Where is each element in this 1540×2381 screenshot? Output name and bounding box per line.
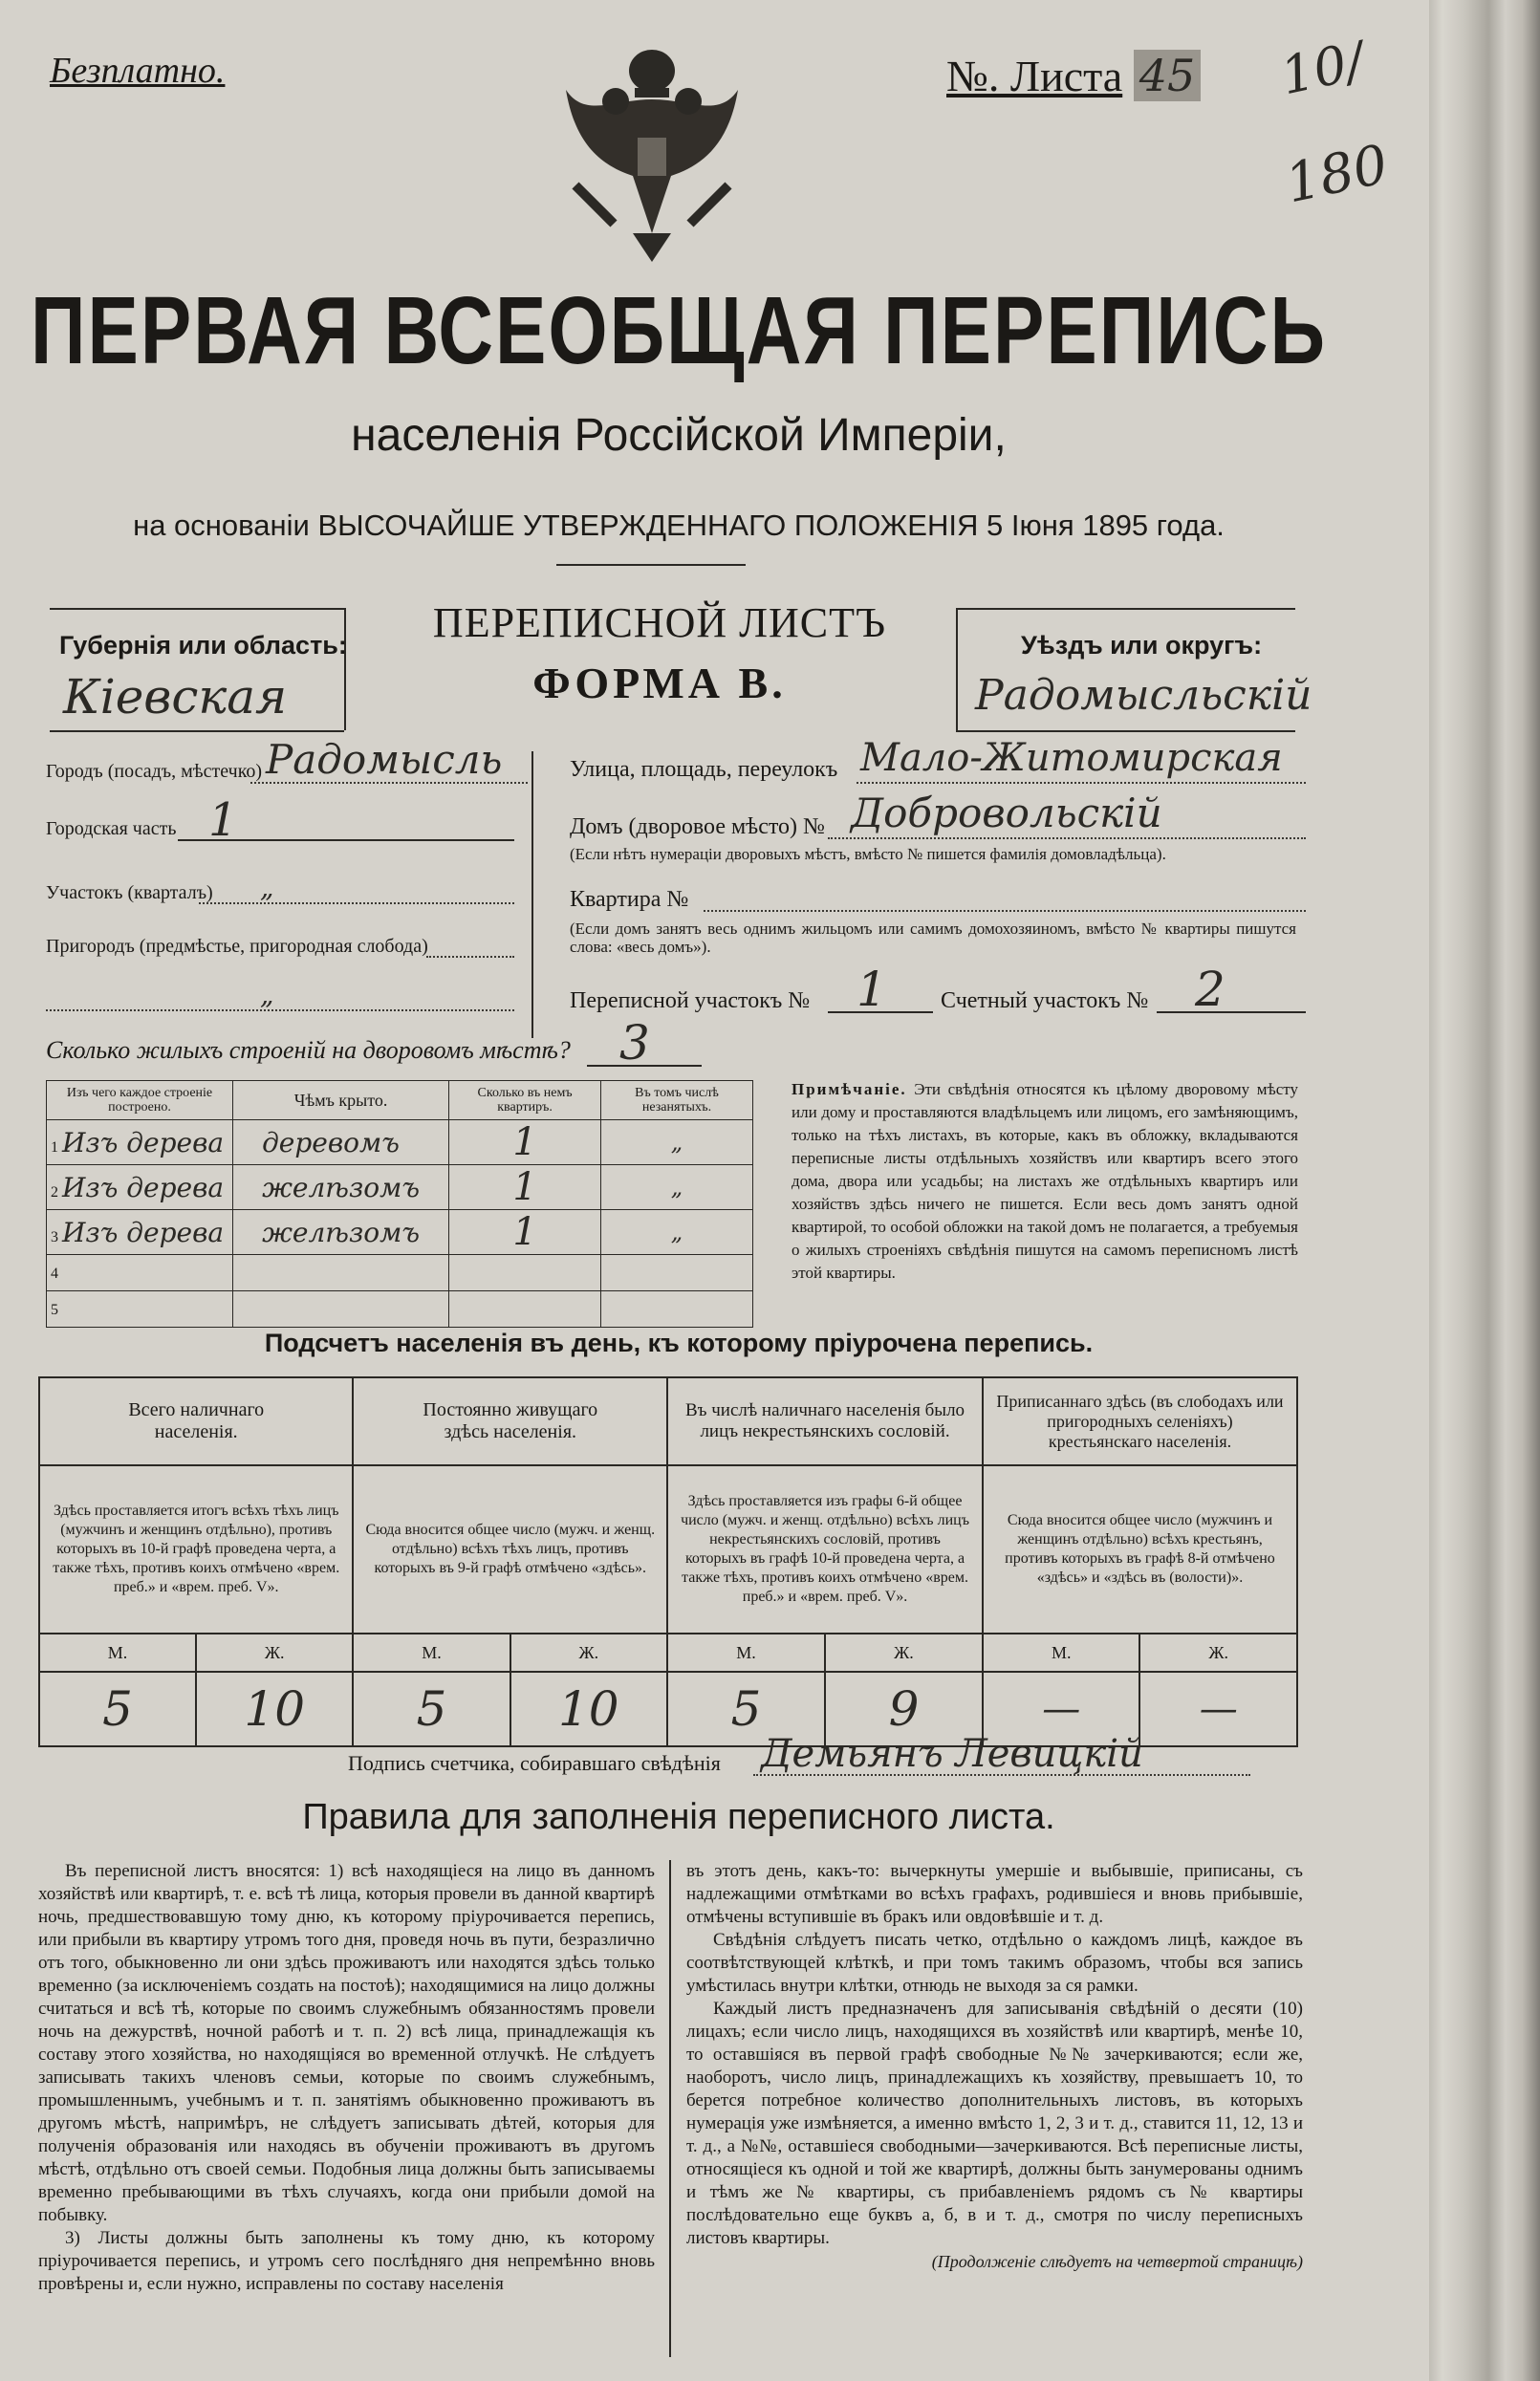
suburb-line-2 (46, 1009, 514, 1011)
rules-right-paragraph-1: въ этотъ день, какъ-то: вычеркнуты умершіе и выбывшіе, приписаны, съ надлежащими отмѣтками во всѣхъ графахъ, родившіеся и вновь прибывшіе, отмѣчены вступившіе въ бракъ или овдовѣвшіе и т. д. (686, 1861, 1303, 1927)
city-label: Городъ (посадъ, мѣстечко) (46, 761, 263, 782)
buildings-note-title: Примѣчаніе. (792, 1080, 907, 1098)
flats-cell: 1 (449, 1165, 601, 1210)
f-label: Ж. (196, 1634, 353, 1672)
summary-desc-total: Здѣсь проставляется итогъ всѣхъ тѣхъ лицъ (мужчинъ и женщинъ отдѣльно), противъ которыхъ въ 10-й графѣ проведена черта, а также тѣхъ, противъ коихъ отмѣчено «врем. преб.» и «врем. преб. V». (39, 1465, 353, 1634)
province-value: Кіевская (63, 669, 288, 725)
census-precinct-label: Переписной участокъ № (570, 988, 811, 1013)
permanent-m-value: 5 (353, 1672, 510, 1746)
vacant-cell (601, 1291, 753, 1328)
province-box-top (50, 608, 344, 610)
census-subtitle: населенія Россійской Имперіи, (351, 410, 1007, 461)
margin-note-2: 180 (1280, 133, 1394, 216)
flats-cell (449, 1291, 601, 1328)
list-title: ПЕРЕПИСНОЙ ЛИСТЪ (432, 599, 887, 646)
form-label: ФОРМА В. (532, 659, 787, 707)
vacant-cell (601, 1255, 753, 1291)
suburb-line-1 (426, 956, 514, 958)
city-part-label: Городская часть (46, 818, 177, 839)
permanent-f-value: 10 (510, 1672, 668, 1746)
precinct-value: „ (260, 872, 274, 903)
buildings-question: Сколько жилыхъ строеній на дворовомъ мѣстѣ? (46, 1036, 571, 1064)
table-row (47, 1210, 753, 1255)
double-headed-eagle-emblem (556, 42, 748, 262)
col-vacant: Въ томъ числѣ незанятыхъ. (601, 1081, 753, 1120)
summary-desc-nonpeasant: Здѣсь проставляется изъ графы 6-й общее число (мужч. и женщ. отдѣльно) всѣхъ лицъ некрестьянскихъ сословій, противъ которыхъ въ графѣ 10-й проведена черта, а также тѣхъ, противъ коихъ отмѣчено «врем. преб.» и «врем. преб. V». (667, 1465, 983, 1634)
nonpeasant-f-value: 9 (825, 1672, 983, 1746)
district-box-bottom (956, 730, 1295, 732)
roof-cell: желѣзомъ (233, 1210, 449, 1255)
peasant-f-value: — (1139, 1672, 1297, 1746)
vacant-cell: „ (601, 1120, 753, 1165)
district-box-top (956, 608, 1295, 610)
precinct-line (199, 902, 514, 904)
buildings-table (46, 1080, 753, 1328)
street-line (857, 782, 1306, 784)
buildings-note (792, 1078, 1298, 1285)
m-label: М. (39, 1634, 196, 1672)
vacant-cell: „ (601, 1165, 753, 1210)
rules-right-paragraph-3: Каждый листъ предназначенъ для записыванія свѣдѣній о десяти (10) лицахъ; если число лицъ, находящихся въ хозяйствѣ или квартирѣ, менѣе 10, то оставшіяся въ первой графѣ свободные №№ зачеркиваются; если же, наоборотъ, число лицъ, принадлежащихъ къ хозяйству, превышаетъ 10, то берется потребное количество дополнительныхъ листовъ, въ которыхъ нумерація уже измѣняется, а именно вмѣсто 1, 2, 3 и т. д., ставится 11, 12, 13 и т. д., а №№, оставшіеся свободными—зачеркиваются. Всѣ переписные листы, относящіеся къ одной и той же квартирѣ, должны быть занумерованы однимъ и тѣмъ же № квартиры, съ прибавленіемъ рядомъ съ № квартиры послѣдовательно еще буквъ а, б, в и т. д., смотря по числу переписныхъ листовъ квартиры. (686, 1999, 1303, 2248)
province-box-right (344, 608, 346, 730)
rules-title: Правила для заполненія переписного листа. (302, 1797, 1055, 1837)
rules-left-column (38, 1860, 655, 2296)
precinct-label: Участокъ (кварталъ) (46, 882, 213, 903)
flat-label: Квартира № (570, 887, 689, 912)
city-part-value: 1 (208, 793, 238, 847)
col-flats: Сколько въ немъ квартиръ. (449, 1081, 601, 1120)
summary-head-peasant: Приписаннаго здѣсь (въ слободахъ или пригородныхъ селеніяхъ) крестьянскаго населенія. (983, 1377, 1297, 1465)
census-basis: на основаніи ВЫСОЧАЙШЕ УТВЕРЖДЕННАГО ПОЛОЖЕНІЯ 5 Іюня 1895 года. (133, 509, 1225, 542)
house-line (828, 837, 1306, 839)
row-number: 2 (51, 1183, 58, 1201)
flats-cell: 1 (449, 1210, 601, 1255)
title-divider (556, 564, 746, 566)
suburb-label: Пригородъ (предмѣстье, пригородная слобода) (46, 936, 428, 957)
col-material: Изъ чего каждое строеніе построено. (47, 1081, 233, 1120)
row-number: 4 (51, 1265, 58, 1282)
rules-column-divider (669, 1860, 671, 2357)
roof-cell: желѣзомъ (233, 1165, 449, 1210)
count-precinct-label: Счетный участокъ № (941, 988, 1149, 1013)
total-f-value: 10 (196, 1672, 353, 1746)
province-box-bottom (50, 730, 344, 732)
rules-continued: (Продолженіе слѣдуетъ на четвертой страницѣ) (931, 2252, 1303, 2271)
summary-title: Подсчетъ населенія въ день, къ которому пріурочена перепись. (264, 1329, 1094, 1357)
f-label: Ж. (825, 1634, 983, 1672)
total-m-value: 5 (39, 1672, 196, 1746)
f-label: Ж. (1139, 1634, 1297, 1672)
m-label: М. (983, 1634, 1140, 1672)
rules-left-paragraph-1: Въ переписной листъ вносятся: 1) всѣ находящіеся на лицо въ данномъ хозяйствѣ или квартирѣ, т. е. всѣ тѣ лица, которыя провели въ данной квартирѣ ночь, предшествовавшую тому дню, къ которому пріурочивается перепись, или прибыли въ квартиру утромъ того дня, проведя ночь въ пути, безразлично отъ того, обыкновенно ли они здѣсь проживаютъ или находятся здѣсь только временно (за исключеніемъ создать на постоѣ); находящимися на лицо должны считаться и всѣ тѣ, которые по своимъ служебнымъ обязанностямъ провели ночь на дежурствѣ, ночной работѣ и т. п. 2) всѣ лица, принадлежащія къ составу этого хозяйства, но находящіяся во временной отлучкѣ. Не слѣдуетъ записывать такихъ членовъ семьи, которые по своимъ служебнымъ, промышленнымъ, учебнымъ и т. п. занятіямъ обыкновенно проживаютъ въ другомъ мѣстѣ, напримѣръ, не слѣдуетъ записывать дѣтей, которыя для полученія образованія или находясь въ обученіи проживаютъ въ другомъ мѣстѣ, отдѣльно отъ своей семьи. Подобныя лица должны быть записываемы временно пребывающими въ тѣхъ случаяхъ, когда они прибыли домой на побывку. (38, 1861, 655, 2225)
suburb-value: „ (260, 979, 274, 1010)
free-label: Безплатно. (50, 51, 226, 91)
summary-desc-permanent: Сюда вносится общее число (мужч. и женщ. отдѣльно) всѣхъ тѣхъ лицъ, противъ которыхъ въ 9-й графѣ отмѣчено «здѣсь». (353, 1465, 667, 1634)
material-cell: Изъ дерева (62, 1216, 225, 1248)
table-row (47, 1291, 753, 1328)
province-label: Губернія или область: (59, 631, 347, 660)
signature-value: Демьянъ Левицкій (761, 1732, 1143, 1776)
street-value: Мало-Житомирская (860, 736, 1283, 780)
summary-desc-peasant: Сюда вносится общее число (мужчинъ и женщинъ отдѣльно) всѣхъ крестьянъ, противъ которыхъ въ графѣ 8-й отмѣчено «здѣсь» и «здѣсь въ (волости)». (983, 1465, 1297, 1634)
page-stack-edge (1425, 0, 1540, 2381)
flat-note: (Если домъ занятъ весь однимъ жильцомъ или самимъ домохозяиномъ, вмѣсто № квартиры пишутся слова: «весь домъ»). (570, 920, 1296, 956)
rules-right-column (686, 1860, 1303, 2272)
roof-cell: деревомъ (233, 1120, 449, 1165)
material-cell: Изъ дерева (62, 1126, 225, 1158)
house-value: Добровольскій (851, 790, 1162, 836)
district-label: Уѣздъ или округъ: (1021, 631, 1263, 660)
count-precinct-value: 2 (1195, 962, 1225, 1017)
col-roof: Чѣмъ крыто. (233, 1081, 449, 1120)
buildings-table-header (47, 1081, 753, 1120)
summary-head-row (39, 1377, 1297, 1465)
sheet-number-label: №. Листа (946, 52, 1123, 100)
flats-cell (449, 1255, 601, 1291)
buildings-note-text: Эти свѣдѣнія относятся къ цѣлому дворовому мѣсту или дому и проставляются владѣльцемъ или лицомъ, его замѣняющимъ, только на тѣхъ листахъ, въ которые, какъ въ обложку, вкладываются переписные листы отдѣльныхъ хозяйствъ или квартиръ всего этого дома, двора или усадьбы; на листахъ же отдѣльныхъ квартиръ или хозяйствъ здѣсь ничего не пишется. Если весь домъ занятъ одной квартирой, то особой обложки на такой домъ не полагается, а требуемыя о жилыхъ строеніяхъ свѣдѣнія пишутся на самомъ переписномъ листѣ этой квартиры. (792, 1080, 1298, 1282)
row-number: 1 (51, 1138, 58, 1156)
summary-desc-row (39, 1465, 1297, 1634)
street-label: Улица, площадь, переулокъ (570, 757, 838, 782)
m-label: М. (353, 1634, 510, 1672)
table-row (47, 1165, 753, 1210)
address-divider (531, 751, 533, 1038)
material-cell: Изъ дерева (62, 1171, 225, 1203)
table-row (47, 1255, 753, 1291)
flat-line (704, 910, 1306, 912)
row-number: 5 (51, 1301, 58, 1318)
row-number: 3 (51, 1228, 58, 1245)
table-row (47, 1120, 753, 1165)
district-box-left (956, 608, 958, 730)
summary-head-nonpeasant: Въ числѣ наличнаго населенія было лицъ некрестьянскихъ сословій. (667, 1377, 983, 1465)
flats-cell: 1 (449, 1120, 601, 1165)
house-label: Домъ (дворовое мѣсто) № (570, 814, 825, 839)
margin-note-1: 10/ (1275, 30, 1370, 107)
roof-cell (233, 1255, 449, 1291)
f-label: Ж. (510, 1634, 668, 1672)
signature-label: Подпись счетчика, собиравшаго свѣдѣнія (348, 1751, 721, 1775)
count-precinct-line (1157, 1011, 1306, 1013)
summary-mf-row (39, 1634, 1297, 1672)
census-title: ПЕРВАЯ ВСЕОБЩАЯ ПЕРЕПИСЬ (31, 276, 1327, 383)
city-value: Радомысль (266, 736, 503, 783)
vacant-cell: „ (601, 1210, 753, 1255)
nonpeasant-m-value: 5 (667, 1672, 825, 1746)
roof-cell (233, 1291, 449, 1328)
district-value: Радомысльскій (975, 671, 1312, 720)
summary-head-permanent: Постоянно живущаго здѣсь населенія. (353, 1377, 667, 1465)
rules-left-paragraph-2: 3) Листы должны быть заполнены къ тому дню, къ которому пріурочивается перепись, и утромъ сего послѣдняго дня непремѣнно вновь провѣрены и, если нужно, исправлены по составу населенія (38, 2228, 655, 2294)
house-note: (Если нѣтъ нумераціи дворовыхъ мѣстъ, вмѣсто № пишется фамилія домовладѣльца). (570, 845, 1166, 863)
sheet-number-value: 45 (1134, 50, 1202, 101)
summary-head-total: Всего наличнаго населенія. (39, 1377, 353, 1465)
sheet-number (946, 50, 1201, 101)
summary-table (38, 1376, 1298, 1747)
rules-right-paragraph-2: Свѣдѣнія слѣдуетъ писать четко, отдѣльно о каждомъ лицѣ, каждое въ соотвѣтствующей клѣткѣ, и при томъ такимъ образомъ, чтобы вся запись умѣстилась внутри клѣтки, отнюдь не выходя за ся рамки. (686, 1930, 1303, 1996)
buildings-answer: 3 (619, 1015, 650, 1071)
m-label: М. (667, 1634, 825, 1672)
census-precinct-value: 1 (857, 962, 887, 1017)
peasant-m-value: — (983, 1672, 1140, 1746)
